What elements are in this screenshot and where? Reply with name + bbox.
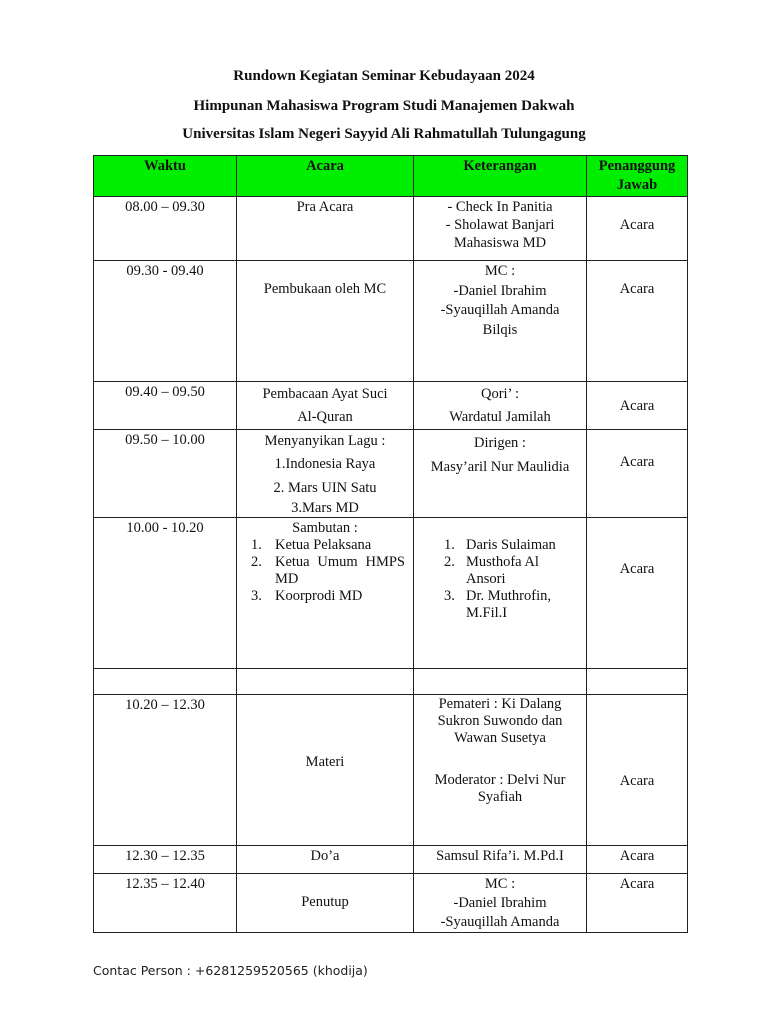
cell-waktu: 10.20 – 12.30 bbox=[94, 695, 237, 846]
cell-keterangan bbox=[414, 518, 587, 669]
cell-waktu bbox=[94, 669, 237, 695]
organization-name: Himpunan Mahasiswa Program Studi Manajemen Dakwah bbox=[193, 98, 575, 114]
cell-waktu: 09.30 - 09.40 bbox=[94, 261, 237, 382]
list-item: 3. Koorprodi MD bbox=[251, 588, 363, 604]
table-row bbox=[94, 430, 688, 518]
cell-acara: Penutup bbox=[237, 874, 414, 933]
cell-pj: Acara bbox=[587, 518, 688, 669]
column-header-waktu: Waktu bbox=[94, 156, 237, 197]
table-row bbox=[94, 846, 688, 874]
column-header-penanggung-jawab: Penanggung Jawab bbox=[587, 156, 688, 197]
cell-pj: Acara bbox=[587, 874, 688, 933]
column-header-keterangan: Keterangan bbox=[414, 156, 587, 197]
list-item: 3. Dr. Muthrofin, M.Fil.I bbox=[444, 588, 551, 621]
cell-pj: Acara bbox=[587, 695, 688, 846]
cell-pj: Acara bbox=[587, 430, 688, 518]
cell-keterangan: Samsul Rifa’i. M.Pd.I bbox=[414, 846, 587, 874]
cell-acara: Pra Acara bbox=[237, 197, 414, 261]
table-header-row bbox=[94, 156, 688, 197]
sambutan-list bbox=[237, 537, 413, 605]
cell-acara: Sambutan : 1. Ketua Pelaksana 2. Ketua Umum HMPS MD 3. Koorprodi MD bbox=[237, 518, 414, 669]
table-row bbox=[94, 261, 688, 382]
table-row bbox=[94, 518, 688, 669]
list-item: 1. Daris Sulaiman bbox=[444, 537, 556, 553]
cell-waktu: 12.35 – 12.40 bbox=[94, 874, 237, 933]
cell-acara bbox=[237, 669, 414, 695]
cell-pj: Acara bbox=[587, 846, 688, 874]
university-name: Universitas Islam Negeri Sayyid Ali Rahmatullah Tulungagung bbox=[182, 126, 586, 142]
cell-acara: Do’a bbox=[237, 846, 414, 874]
cell-keterangan: - Check In Panitia - Sholawat Banjari Mahasiswa MD bbox=[414, 197, 587, 261]
cell-waktu: 10.00 - 10.20 bbox=[94, 518, 237, 669]
table-row bbox=[94, 874, 688, 933]
document-title: Rundown Kegiatan Seminar Kebudayaan 2024 bbox=[233, 68, 535, 84]
cell-keterangan: MC : -Daniel Ibrahim -Syauqillah Amanda Bilqis bbox=[414, 261, 587, 382]
contact-person: Contac Person : +6281259520565 (khodija) bbox=[93, 963, 368, 978]
list-item: 1. Ketua Pelaksana bbox=[251, 537, 372, 553]
cell-acara: Materi bbox=[237, 695, 414, 846]
cell-pj: Acara bbox=[587, 197, 688, 261]
cell-waktu: 09.40 – 09.50 bbox=[94, 382, 237, 430]
table-row bbox=[94, 382, 688, 430]
cell-keterangan: Qori’ : Wardatul Jamilah bbox=[414, 382, 587, 430]
table-row bbox=[94, 695, 688, 846]
list-item: 2. Ketua Umum HMPS MD bbox=[251, 554, 405, 587]
cell-pj: Acara bbox=[587, 382, 688, 430]
cell-keterangan: Pemateri : Ki Dalang Sukron Suwondo dan Wawan Susetya Moderator : Delvi Nur Syafiah bbox=[414, 695, 587, 846]
table-row bbox=[94, 197, 688, 261]
cell-keterangan bbox=[414, 669, 587, 695]
speaker-list bbox=[414, 537, 586, 622]
cell-pj: Acara bbox=[587, 261, 688, 382]
cell-pj bbox=[587, 669, 688, 695]
list-item: 2. Musthofa Al Ansori bbox=[444, 554, 539, 587]
cell-keterangan: Dirigen : Masy’aril Nur Maulidia bbox=[414, 430, 587, 518]
table-row-empty bbox=[94, 669, 688, 695]
rundown-table bbox=[93, 155, 688, 933]
column-header-acara: Acara bbox=[237, 156, 414, 197]
cell-acara: Pembukaan oleh MC bbox=[237, 261, 414, 382]
cell-acara: Pembacaan Ayat Suci Al-Quran bbox=[237, 382, 414, 430]
cell-waktu: 12.30 – 12.35 bbox=[94, 846, 237, 874]
cell-waktu: 09.50 – 10.00 bbox=[94, 430, 237, 518]
cell-acara: Menyanyikan Lagu : 1.Indonesia Raya 2. Mars UIN Satu 3.Mars MD bbox=[237, 430, 414, 518]
cell-keterangan: MC : -Daniel Ibrahim -Syauqillah Amanda bbox=[414, 874, 587, 933]
cell-waktu: 08.00 – 09.30 bbox=[94, 197, 237, 261]
